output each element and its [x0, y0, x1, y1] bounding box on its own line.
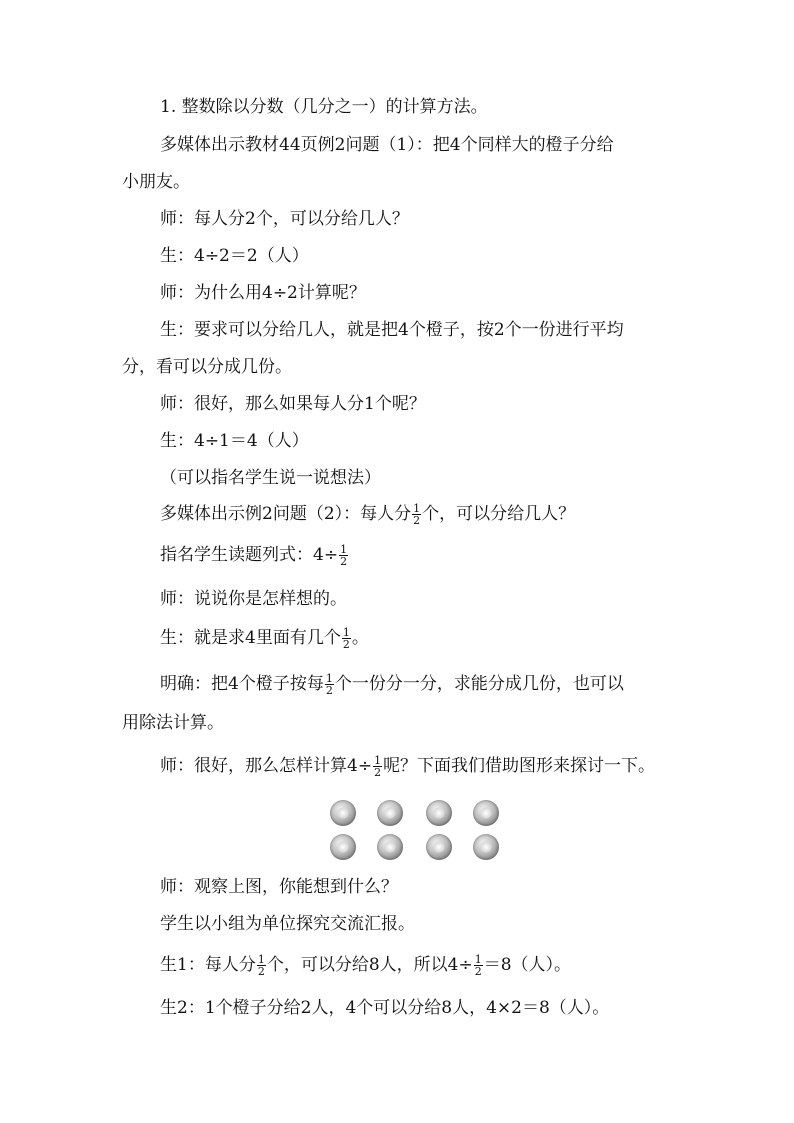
paragraph-line: 师：很好，那么如果每人分1个呢？	[160, 394, 426, 414]
paragraph-line	[160, 502, 575, 526]
paragraph-line: 师：观察上图，你能想到什么？	[160, 877, 398, 897]
text-run: ＝8（人）。	[483, 955, 572, 975]
paragraph-line	[160, 953, 571, 977]
fraction	[325, 673, 334, 696]
text-run: 个一份分一分，求能分成几份，也可以	[334, 674, 624, 694]
paragraph-line	[160, 626, 369, 650]
paragraph-line	[160, 672, 624, 696]
text-run: 师：很好，那么怎样计算4÷	[160, 756, 373, 776]
paragraph-line: 分，看可以分成几份。	[122, 357, 292, 377]
fraction-denominator: 2	[342, 638, 350, 651]
fraction-numerator: 1	[257, 953, 265, 966]
fraction-numerator: 1	[374, 754, 382, 767]
orange-icon	[426, 834, 452, 860]
text-run: 。	[351, 628, 369, 648]
text-run: 个，可以分给几人？	[422, 504, 576, 524]
paragraph-line: 多媒体出示教材44页例2问题（1）：把4个同样大的橙子分给	[160, 135, 614, 155]
text-run: 指名学生读题列式：4÷	[160, 545, 339, 565]
oranges-figure	[330, 800, 500, 862]
fraction-numerator: 1	[325, 672, 333, 685]
paragraph-line: 生：4÷1＝4（人）	[160, 431, 309, 451]
fraction-denominator: 2	[474, 965, 482, 978]
fraction-denominator: 2	[413, 514, 421, 527]
fraction	[339, 544, 348, 567]
text-run: 生1：每人分	[160, 955, 256, 975]
fraction	[474, 954, 483, 977]
paragraph-line: 小朋友。	[122, 172, 190, 192]
paragraph-line: 生：4÷2＝2（人）	[160, 246, 309, 266]
heading-1: 1. 整数除以分数（几分之一）的计算方法。	[160, 97, 488, 117]
fraction-numerator: 1	[340, 543, 348, 556]
paragraph-line: 生：要求可以分给几人，就是把4个橙子，按2个一份进行平均	[160, 320, 624, 340]
fraction	[412, 503, 421, 526]
orange-icon	[473, 834, 499, 860]
paragraph-line: 生2：1个橙子分给2人，4个可以分给8人，4×2＝8（人）。	[160, 998, 610, 1018]
paragraph-line: 学生以小组为单位探究交流汇报。	[160, 914, 415, 934]
paragraph-line: 师：为什么用4÷2计算呢？	[160, 283, 366, 303]
paragraph-line	[160, 543, 349, 567]
orange-icon	[377, 834, 403, 860]
paragraph-line: 师：说说你是怎样想的。	[160, 589, 347, 609]
text-run: 多媒体出示例2问题（2）：每人分	[160, 504, 412, 524]
fraction-numerator: 1	[413, 502, 421, 515]
text-run: 呢？下面我们借助图形来探讨一下。	[383, 756, 656, 776]
fraction	[373, 755, 382, 778]
text-run: 明确：把4个橙子按每	[160, 674, 324, 694]
orange-icon	[426, 800, 452, 826]
orange-icon	[377, 800, 403, 826]
orange-icon	[473, 800, 499, 826]
fraction-numerator: 1	[342, 626, 350, 639]
fraction-denominator: 2	[325, 684, 333, 697]
fraction	[257, 954, 266, 977]
paragraph-line	[160, 754, 655, 778]
fraction-denominator: 2	[257, 965, 265, 978]
paragraph-line: 师：每人分2个，可以分给几人？	[160, 209, 409, 229]
fraction-numerator: 1	[474, 953, 482, 966]
text-run: 个，可以分给8人，所以4÷	[266, 955, 473, 975]
orange-icon	[330, 800, 356, 826]
text-run: 生：就是求4里面有几个	[160, 628, 341, 648]
paragraph-line: 用除法计算。	[122, 713, 224, 733]
orange-icon	[330, 834, 356, 860]
fraction-denominator: 2	[340, 555, 348, 568]
fraction	[342, 627, 351, 650]
paragraph-line: （可以指名学生说一说想法）	[160, 468, 381, 488]
fraction-denominator: 2	[374, 766, 382, 779]
